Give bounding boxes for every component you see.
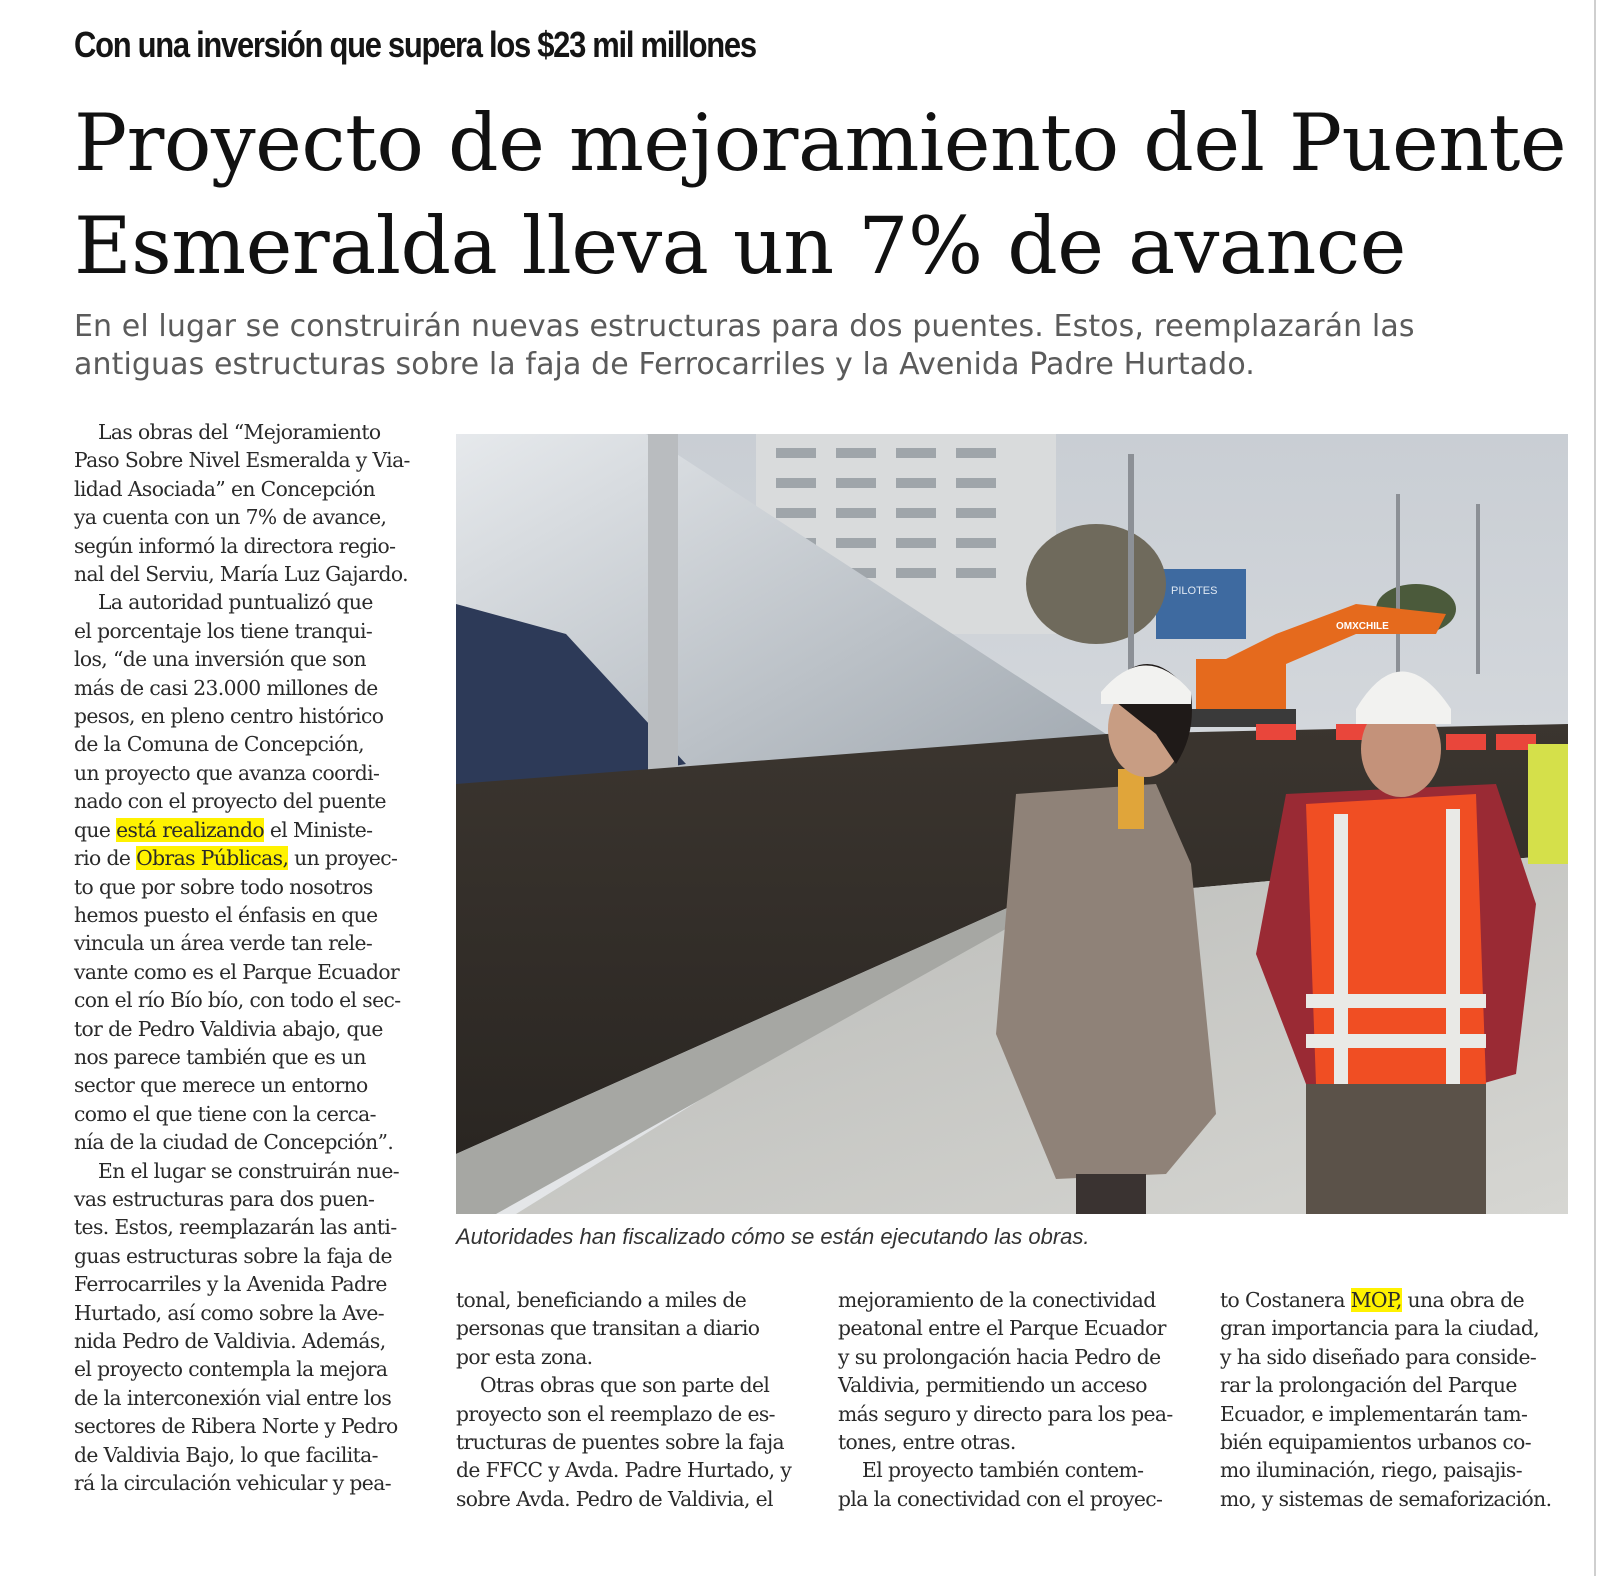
- excavator-brand-text: OMXCHILE: [1336, 621, 1389, 632]
- body-column-2: [456, 1286, 806, 1513]
- body-line: vincula un área verde tan rele-: [74, 931, 373, 956]
- body-line: peatonal entre el Parque Ecuador: [838, 1316, 1166, 1341]
- photo-caption: Autoridades han fiscalizado cómo se están ejecutando las obras.: [456, 1224, 1090, 1249]
- body-line: más seguro y directo para los pea-: [838, 1401, 1173, 1426]
- article-lead: [74, 308, 1554, 384]
- body-line: por esta zona.: [456, 1344, 593, 1369]
- body-line: mejoramiento de la conectividad: [838, 1288, 1156, 1312]
- body-line: rá la circulación vehicular y pea-: [74, 1471, 391, 1496]
- page-edge-divider: [1594, 0, 1596, 1576]
- body-line: gran importancia para la ciudad,: [1220, 1316, 1540, 1341]
- body-line: [74, 844, 424, 872]
- construction-site-image: [456, 434, 1568, 1214]
- body-line: el proyecto contempla la mejora: [74, 1357, 388, 1382]
- lead-line-2: antiguas estructuras sobre la faja de Ferrocarriles y la Avenida Padre Hurtado.: [74, 347, 1255, 382]
- body-line: hemos puesto el énfasis en que: [74, 902, 378, 927]
- highlighted-text: MOP,: [1350, 1288, 1402, 1312]
- lead-line-1: En el lugar se construirán nuevas estructuras para dos puentes. Estos, reemplazarán las: [74, 309, 1415, 344]
- body-line: guas estructuras sobre la faja de: [74, 1243, 392, 1268]
- body-line: tructuras de puentes sobre la faja: [456, 1430, 785, 1455]
- body-line: vante como es el Parque Ecuador: [74, 959, 400, 984]
- body-line: tones, entre otras.: [838, 1430, 1016, 1455]
- body-line: personas que transitan a diario: [456, 1316, 760, 1341]
- body-line: Las obras del “Mejoramiento: [98, 420, 381, 444]
- body-line: nos parece también que es un: [74, 1044, 366, 1069]
- body-fragment: que: [74, 817, 117, 842]
- body-line: mo iluminación, riego, paisajis-: [1220, 1458, 1522, 1483]
- blue-building: [1156, 569, 1246, 639]
- body-fragment: rio de: [74, 846, 137, 871]
- body-line: nado con el proyecto del puente: [74, 789, 386, 814]
- body-line: tor de Pedro Valdivia abajo, que: [74, 1016, 383, 1041]
- body-line: el porcentaje los tiene tranqui-: [74, 618, 373, 643]
- article-headline: [74, 92, 1574, 298]
- body-column-1: [74, 418, 424, 1497]
- body-line: de la interconexión vial entre los: [74, 1385, 392, 1410]
- article-kicker: Con una inversión que supera los $23 mil millones: [74, 24, 756, 65]
- body-line: Ecuador, e implementarán tam-: [1220, 1401, 1528, 1426]
- body-line: [1220, 1286, 1570, 1314]
- body-line: En el lugar se construirán nue-: [98, 1158, 399, 1183]
- body-line: bién equipamientos urbanos co-: [1220, 1430, 1531, 1455]
- body-line: tes. Estos, reemplazarán las anti-: [74, 1215, 397, 1240]
- body-fragment: to Costanera: [1220, 1288, 1351, 1312]
- body-line: con el río Bío bío, con todo el sec-: [74, 988, 401, 1013]
- body-line: de Valdivia Bajo, lo que facilita-: [74, 1442, 378, 1467]
- body-line: más de casi 23.000 millones de: [74, 675, 378, 700]
- highlighted-text: Obras Públicas,: [136, 846, 289, 871]
- body-line: vas estructuras para dos puen-: [74, 1186, 375, 1211]
- body-line: pla la conectividad con el proyec-: [838, 1486, 1163, 1511]
- body-line: sectores de Ribera Norte y Pedro: [74, 1414, 398, 1439]
- body-column-3: [838, 1286, 1188, 1513]
- body-line: nida Pedro de Valdivia. Además,: [74, 1329, 386, 1353]
- body-line: de la Comuna de Concepción,: [74, 732, 365, 757]
- body-line: y su prolongación hacia Pedro de: [838, 1344, 1161, 1369]
- body-line: [74, 816, 424, 844]
- article-photo: [456, 434, 1568, 1214]
- highlighted-text: está realizando: [116, 817, 265, 842]
- body-line: tonal, beneficiando a miles de: [456, 1288, 747, 1312]
- body-line: de FFCC y Avda. Padre Hurtado, y: [456, 1458, 792, 1483]
- body-column-4: [1220, 1286, 1570, 1513]
- body-line: Ferrocarriles y la Avenida Padre: [74, 1272, 387, 1297]
- body-line: Otras obras que son parte del: [480, 1373, 770, 1398]
- body-line: proyecto son el reemplazo de es-: [456, 1401, 775, 1426]
- body-line: nía de la ciudad de Concepción”.: [74, 1130, 394, 1155]
- body-line: pesos, en pleno centro histórico: [74, 704, 384, 729]
- body-line: lidad Asociada” en Concepción: [74, 476, 375, 501]
- headline-line-1: Proyecto de mejoramiento del Puente: [74, 97, 1567, 189]
- body-line: Hurtado, así como sobre la Ave-: [74, 1300, 384, 1325]
- body-line: según informó la directora regio-: [74, 533, 396, 558]
- person-worker: [1528, 744, 1568, 864]
- body-line: to que por sobre todo nosotros: [74, 874, 373, 899]
- body-line: sector que merece un entorno: [74, 1073, 368, 1098]
- body-line: sobre Avda. Pedro de Valdivia, el: [456, 1486, 773, 1511]
- body-line: ya cuenta con un 7% de avance,: [74, 505, 387, 530]
- headline-line-2: Esmeralda lleva un 7% de avance: [74, 200, 1406, 292]
- body-fragment: un proyec-: [288, 846, 398, 871]
- body-line: Paso Sobre Nivel Esmeralda y Via-: [74, 448, 410, 473]
- body-line: El proyecto también contem-: [862, 1458, 1144, 1483]
- body-line: los, “de una inversión que son: [74, 647, 366, 672]
- body-line: un proyecto que avanza coordi-: [74, 760, 380, 785]
- body-line: rar la prolongación del Parque: [1220, 1373, 1517, 1398]
- body-line: Valdivia, permitiendo un acceso: [838, 1373, 1147, 1398]
- body-line: nal del Serviu, María Luz Gajardo.: [74, 562, 408, 587]
- body-line: como el que tiene con la cerca-: [74, 1101, 376, 1126]
- building-sign-text: PILOTES: [1171, 585, 1218, 597]
- body-line: y ha sido diseñado para conside-: [1220, 1344, 1537, 1369]
- body-line: La autoridad puntualizó que: [98, 590, 373, 615]
- body-fragment: el Ministe-: [264, 817, 373, 842]
- body-fragment: una obra de: [1401, 1288, 1524, 1312]
- body-line: mo, y sistemas de semaforización.: [1220, 1486, 1552, 1511]
